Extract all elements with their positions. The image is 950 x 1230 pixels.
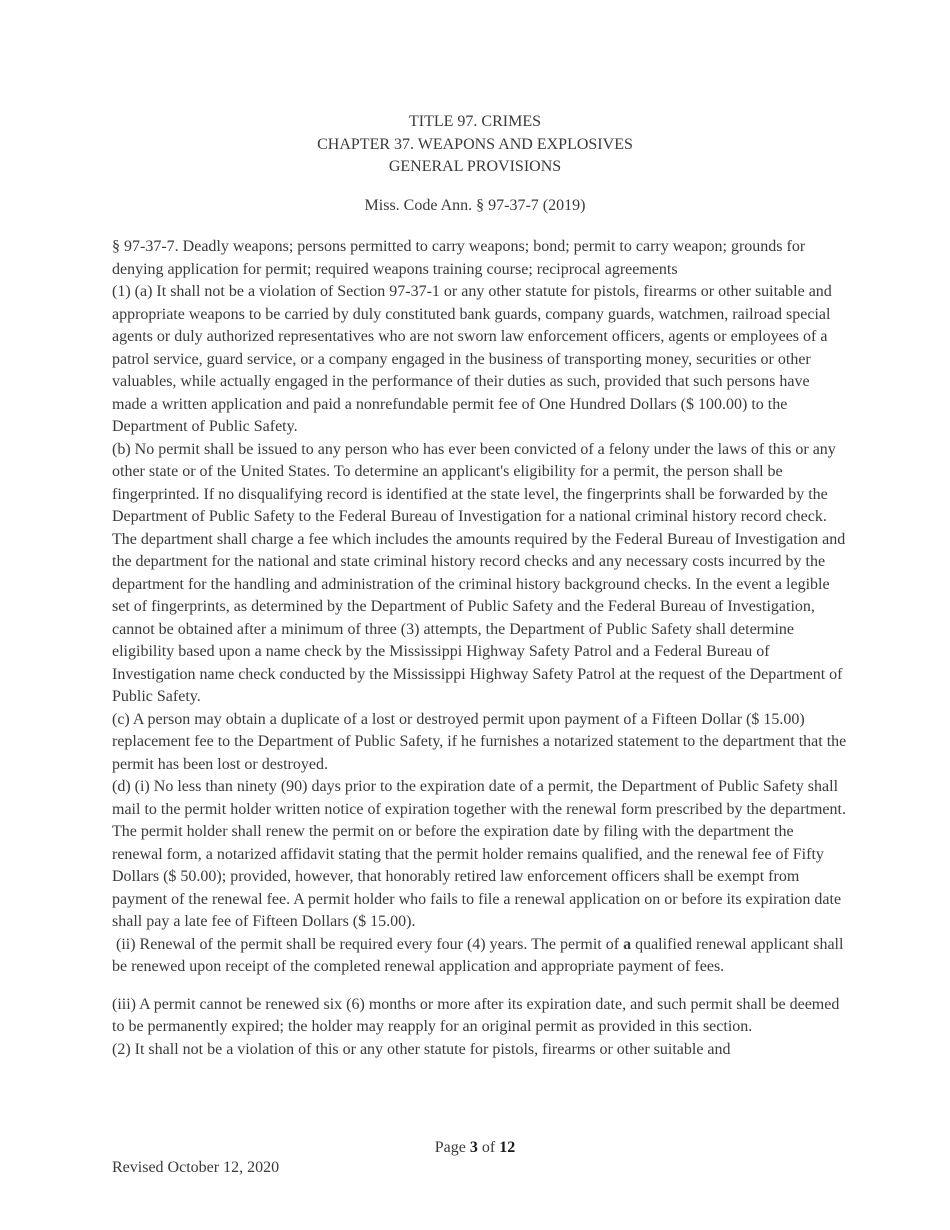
paragraph-1a: (1) (a) It shall not be a violation of Section 97-37-1 or any other statute for pistols, firearms or other suitable and appropriate weapons to be carried by duly constituted bank guards, company guards, watchmen, railroad special agents or duly authorized representatives who are not sworn law enforcement officers, agents or employees of a patrol service, guard service, or a company engaged in the business of transporting money, securities or other valuables, while actually engaged in the performance of their duties as such, provided that such persons have made a written application and paid a nonrefundable permit fee of One Hundred Dollars ($ 100.00) to the Department of Public Safety.: [112, 283, 832, 435]
subchapter-heading: GENERAL PROVISIONS: [388, 158, 562, 175]
page-current: 3: [469, 1139, 478, 1156]
page-total: 12: [499, 1139, 516, 1156]
document-header: [0, 111, 950, 179]
paragraph-2: (2) It shall not be a violation of this or any other statute for pistols, firearms or other suitable and: [112, 1040, 731, 1058]
section-heading: § 97-37-7. Deadly weapons; persons permitted to carry weapons; bond; permit to carry weapon; grounds for denying application for permit; required weapons training course; reciprocal agreements: [112, 238, 806, 278]
page-of: of: [477, 1139, 500, 1156]
revision-date: Revised October 12, 2020: [112, 1159, 280, 1176]
page-number: [0, 1137, 950, 1159]
page-prefix: Page: [434, 1139, 470, 1156]
title-heading: TITLE 97. CRIMES: [409, 113, 541, 130]
paragraph-1d-ii-text-end: qualified renewal applicant shall be renewed upon receipt of the completed renewal application and appropriate payment of fees.: [112, 935, 844, 975]
paragraph-1d-ii-bold: a: [623, 935, 632, 953]
paragraph-1d-i: (d) (i) No less than ninety (90) days prior to the expiration date of a permit, the Department of Public Safety shall mail to the permit holder written notice of expiration together with the renewal form prescribed by the department. The permit holder shall renew the permit on or before the expiration date by filing with the department the renewal form, a notarized affidavit stating that the permit holder remains qualified, and the renewal fee of Fifty Dollars ($ 50.00); provided, however, that honorably retired law enforcement officers shall be exempt from payment of the renewal fee. A permit holder who fails to file a renewal application on or before its expiration date shall pay a late fee of Fifteen Dollars ($ 15.00).: [112, 778, 846, 930]
paragraph-1d-iii: (iii) A permit cannot be renewed six (6) months or more after its expiration date, and such permit shall be deemed to be permanently expired; the holder may reapply for an original permit as provided in this section.: [112, 995, 840, 1035]
paragraph-1c: (c) A person may obtain a duplicate of a lost or destroyed permit upon payment of a Fifteen Dollar ($ 15.00) replacement fee to the Department of Public Safety, if he furnishes a notarized statement to the department that the permit has been lost or destroyed.: [112, 710, 847, 773]
paragraph-1d-ii-text-start: (ii) Renewal of the permit shall be required every four (4) years. The permit of: [112, 935, 624, 953]
paragraph-1d-ii: [112, 934, 847, 979]
chapter-heading: CHAPTER 37. WEAPONS AND EXPLOSIVES: [317, 135, 633, 153]
statute-body: [112, 236, 847, 1061]
paragraph-1b: (b) No permit shall be issued to any person who has ever been convicted of a felony under the laws of this or any other state or of the United States. To determine an applicant's eligibility for a permit, the person shall be fingerprinted. If no disqualifying record is identified at the state level, the fingerprints shall be forwarded by the Department of Public Safety to the Federal Bureau of Investigation for a national criminal history record check. The department shall charge a fee which includes the amounts required by the Federal Bureau of Investigation and the department for the national and state criminal history record checks and any necessary costs incurred by the department for the handling and administration of the criminal history background checks. In the event a legible set of fingerprints, as determined by the Department of Public Safety and the Federal Bureau of Investigation, cannot be obtained after a minimum of three (3) attempts, the Department of Public Safety shall determine eligibility based upon a name check by the Mississippi Highway Safety Patrol and a Federal Bureau of Investigation name check conducted by the Mississippi Highway Safety Patrol at the request of the Department of Public Safety.: [112, 440, 846, 705]
statute-citation: Miss. Code Ann. § 97-37-7 (2019): [364, 197, 586, 214]
